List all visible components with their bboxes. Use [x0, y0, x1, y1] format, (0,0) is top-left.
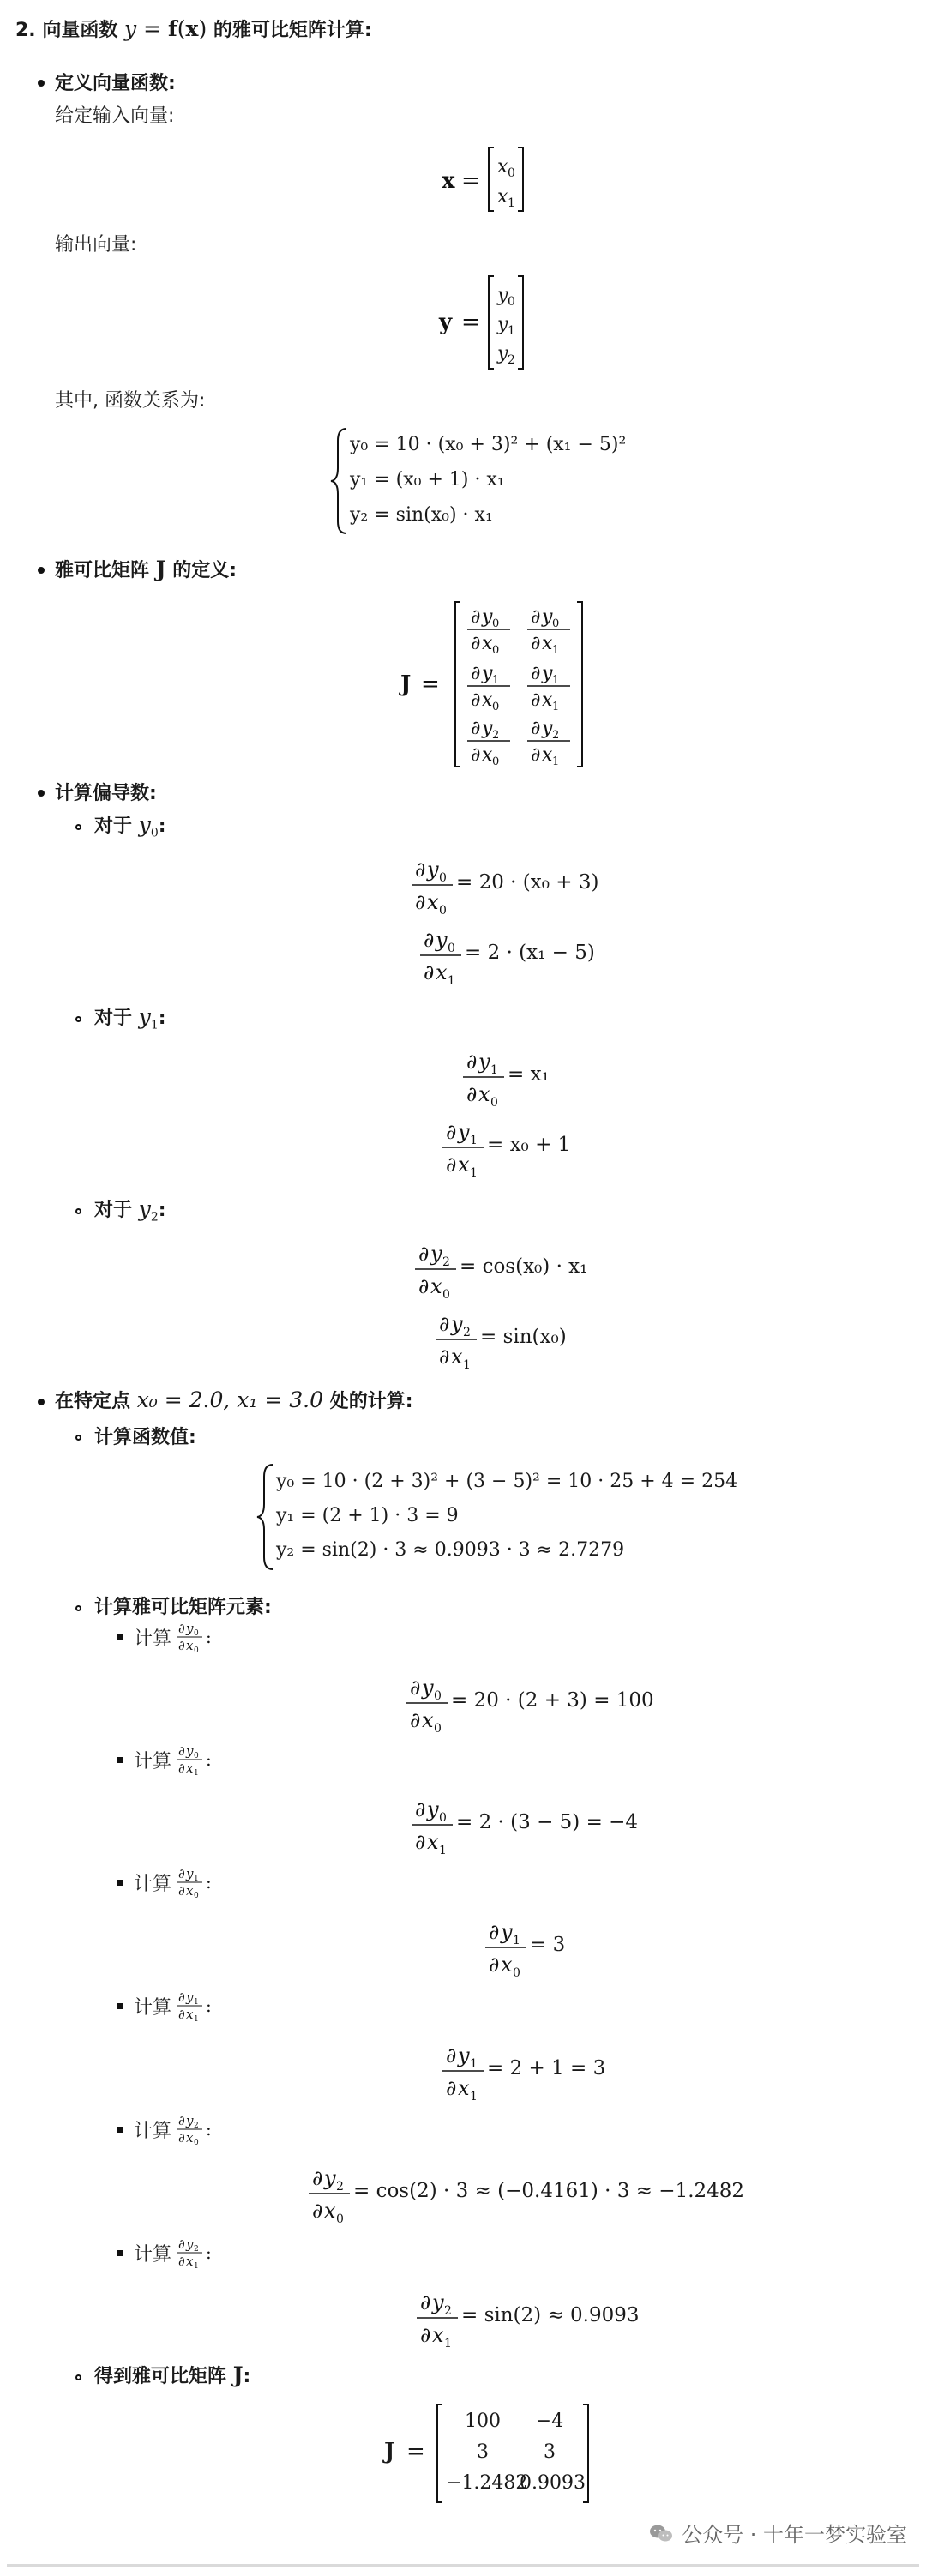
matrix-cell: −4: [535, 2410, 564, 2432]
svg-text:∂: ∂: [415, 858, 426, 882]
svg-text:∂: ∂: [178, 1621, 185, 1636]
svg-text:y: y: [497, 343, 508, 364]
svg-text:0: 0: [434, 1722, 442, 1734]
svg-text:∂: ∂: [531, 689, 541, 711]
svg-text:∂: ∂: [424, 928, 435, 952]
compute-label-6: 计算: [134, 2244, 172, 2266]
svg-text:∂: ∂: [531, 718, 541, 739]
small-fraction-dy1-dx1: [177, 1988, 223, 2025]
bullet-icon: [38, 1399, 45, 1405]
svg-text:1: 1: [508, 196, 515, 210]
svg-text:x: x: [324, 2199, 336, 2223]
svg-text:0: 0: [439, 871, 447, 885]
svg-text:∂: ∂: [178, 2236, 185, 2252]
function-values-heading: 计算函数值:: [94, 1427, 196, 1448]
svg-text:0: 0: [194, 1892, 199, 1900]
bullet-icon: [38, 80, 45, 87]
svg-text:y: y: [324, 2166, 336, 2190]
svg-text::: :: [206, 1627, 212, 1647]
svg-text:2: 2: [492, 729, 500, 742]
svg-text:x: x: [427, 1830, 439, 1854]
input-vector-equation: [429, 144, 549, 214]
svg-text:=: =: [461, 310, 480, 335]
svg-text:y: y: [186, 1743, 194, 1759]
svg-text:x: x: [497, 156, 508, 178]
svg-text:1: 1: [194, 1875, 199, 1883]
svg-text:1: 1: [194, 1769, 199, 1778]
svg-text:∂: ∂: [410, 1676, 421, 1700]
svg-text:x: x: [422, 1708, 434, 1732]
svg-text:y: y: [186, 1621, 194, 1636]
svg-text:1: 1: [470, 1134, 478, 1147]
svg-text:x: x: [482, 633, 493, 654]
bullet-icon: [117, 2003, 123, 2009]
partial-y0-x0: = 20 · (x₀ + 3): [456, 871, 599, 894]
svg-text::: :: [206, 1749, 212, 1770]
define-vector-heading: 定义向量函数:: [55, 73, 176, 94]
svg-text:1: 1: [448, 974, 455, 986]
svg-text:x: x: [542, 744, 553, 766]
element-value-3: = 3: [530, 1934, 566, 1956]
svg-text:x: x: [482, 689, 493, 711]
svg-text:∂: ∂: [415, 1830, 426, 1854]
svg-text:2: 2: [444, 2304, 452, 2318]
jacobian-elements-heading: 计算雅可比矩阵元素:: [94, 1597, 272, 1618]
svg-text:y: y: [482, 663, 493, 684]
output-vector-equation: [429, 273, 549, 372]
small-fraction-dy0-dx0: [177, 1619, 223, 1657]
svg-text:2: 2: [194, 2122, 199, 2130]
svg-text:x: x: [186, 2007, 194, 2022]
compute-label-2: 计算: [134, 1751, 172, 1773]
compute-label-5: 计算: [134, 2121, 172, 2142]
svg-text:∂: ∂: [439, 1345, 450, 1369]
svg-text:y: y: [422, 1676, 434, 1700]
element-value-4: = 2 + 1 = 3: [487, 2057, 606, 2079]
svg-text:y: y: [542, 718, 553, 739]
bullet-icon: [75, 1208, 81, 1214]
svg-text:∂: ∂: [178, 1760, 185, 1776]
svg-text:∂: ∂: [418, 1242, 430, 1266]
svg-text:∂: ∂: [531, 633, 541, 654]
svg-text:1: 1: [470, 2090, 478, 2102]
svg-text:y: y: [542, 663, 553, 684]
svg-text:2: 2: [463, 1326, 471, 1339]
svg-text:0: 0: [492, 701, 500, 713]
svg-text:2: 2: [442, 1255, 450, 1269]
svg-text:∂: ∂: [420, 2323, 431, 2347]
svg-text:y: y: [478, 1050, 490, 1074]
result-jacobian-equation: [384, 2403, 641, 2504]
svg-text:0: 0: [194, 1629, 199, 1638]
compute-label-1: 计算: [134, 1628, 172, 1650]
svg-text:x: x: [430, 1274, 442, 1298]
svg-text:x: x: [451, 1345, 463, 1369]
svg-text:∂: ∂: [424, 960, 435, 984]
bullet-icon: [75, 824, 81, 830]
svg-text:∂: ∂: [531, 663, 541, 684]
svg-text:0: 0: [508, 166, 515, 180]
bullet-icon: [117, 2127, 123, 2133]
equals-sign: =: [406, 2439, 425, 2465]
bullet-icon: [117, 1634, 123, 1640]
svg-text:x: x: [442, 168, 455, 194]
bullet-icon: [117, 1757, 123, 1763]
svg-text:x: x: [501, 1953, 513, 1977]
svg-text:1: 1: [470, 1166, 478, 1178]
matrix-cell: −1.2482: [446, 2472, 528, 2494]
svg-text:∂: ∂: [420, 2290, 431, 2314]
matrix-row: [446, 2406, 580, 2437]
svg-text:x: x: [542, 689, 553, 711]
svg-text:∂: ∂: [178, 2113, 185, 2128]
svg-text:y: y: [186, 1989, 194, 2005]
watermark: [649, 2518, 907, 2548]
element-value-6: = sin(2) ≈ 0.9093: [461, 2304, 640, 2326]
svg-text:y: y: [430, 1242, 442, 1266]
svg-text:y: y: [427, 858, 439, 882]
result-jacobian-heading: 得到雅可比矩阵 J:: [94, 2362, 251, 2387]
svg-text:y: y: [186, 2113, 194, 2128]
svg-text:x: x: [482, 744, 493, 766]
svg-text:0: 0: [508, 295, 515, 309]
svg-text:x: x: [432, 2323, 444, 2347]
svg-text:0: 0: [492, 755, 500, 768]
svg-text:1: 1: [194, 2262, 199, 2271]
svg-text:=: =: [461, 168, 480, 194]
svg-text:x: x: [186, 1638, 194, 1653]
svg-text:x: x: [186, 1883, 194, 1899]
element-value-2: = 2 · (3 − 5) = −4: [456, 1811, 639, 1833]
svg-text:y: y: [482, 606, 493, 628]
compute-label-3: 计算: [134, 1874, 172, 1895]
svg-text:x: x: [458, 2076, 470, 2100]
partials-y1-heading: 对于 $y_1$:: [94, 1004, 166, 1032]
matrix-row: [446, 2468, 586, 2499]
svg-text:∂: ∂: [312, 2166, 323, 2190]
svg-text:∂: ∂: [415, 1797, 426, 1821]
svg-text:y: y: [451, 1312, 463, 1336]
svg-text:y: y: [497, 285, 508, 306]
svg-text:x: x: [542, 633, 553, 654]
svg-text:1: 1: [492, 674, 500, 687]
svg-text:0: 0: [448, 942, 455, 955]
svg-text:y: y: [458, 1120, 470, 1144]
svg-text:∂: ∂: [178, 1883, 185, 1899]
svg-text:∂: ∂: [178, 2254, 185, 2269]
jacobian-symbol: J: [384, 2439, 395, 2465]
svg-text:0: 0: [194, 1646, 199, 1655]
svg-text:y: y: [432, 2290, 444, 2314]
svg-text:∂: ∂: [178, 1743, 185, 1759]
svg-text:∂: ∂: [471, 718, 481, 739]
svg-text:y: y: [542, 606, 553, 628]
svg-text:2: 2: [552, 729, 560, 742]
small-fraction-dy1-dx0: [177, 1864, 223, 1902]
partial-y1-x1: = x₀ + 1: [487, 1134, 571, 1156]
value-y0: y₀ = 10 · (2 + 3)² + (3 − 5)² = 10 · 25 + 4 = 254: [276, 1471, 738, 1492]
matrix-cell: 0.9093: [520, 2472, 586, 2494]
svg-text:∂: ∂: [178, 1638, 185, 1653]
svg-text:y: y: [427, 1797, 439, 1821]
svg-text:1: 1: [490, 1063, 498, 1077]
bullet-icon: [75, 1435, 81, 1441]
svg-text:∂: ∂: [531, 744, 541, 766]
partial-y2-x1: = sin(x₀): [480, 1326, 567, 1348]
wechat-icon: [649, 2524, 673, 2543]
small-fraction-dy2-dx1: [177, 2235, 223, 2272]
svg-text:1: 1: [444, 2337, 452, 2349]
svg-text:x: x: [436, 960, 448, 984]
relation-y2: y₂ = sin(x₀) · x₁: [350, 504, 493, 526]
evaluation-heading: 在特定点 x₀ = 2.0, x₁ = 3.0 处的计算:: [55, 1387, 413, 1412]
matrix-cell: 100: [465, 2410, 501, 2432]
svg-text:∂: ∂: [439, 1312, 450, 1336]
svg-text:1: 1: [463, 1358, 471, 1370]
bullet-icon: [75, 2374, 81, 2380]
svg-text:y: y: [501, 1920, 513, 1944]
svg-text:0: 0: [442, 1288, 450, 1300]
section-heading: 2. 向量函数 y = f(x) 的雅可比矩阵计算:: [15, 16, 372, 41]
svg-text:1: 1: [552, 701, 560, 713]
left-bracket: [436, 2403, 444, 2504]
svg-text:∂: ∂: [178, 1866, 185, 1881]
small-fraction-dy2-dx0: [177, 2111, 223, 2149]
svg-text:1: 1: [508, 324, 515, 338]
svg-text:y: y: [497, 314, 508, 335]
jacobian-definition-heading: 雅可比矩阵 J 的定义:: [55, 557, 238, 581]
svg-text:1: 1: [513, 1934, 520, 1947]
result-matrix: [446, 2406, 586, 2499]
svg-text:∂: ∂: [415, 890, 426, 914]
function-relations: [350, 427, 626, 533]
element-value-1: = 20 · (2 + 3) = 100: [451, 1689, 654, 1712]
svg-text:∂: ∂: [446, 1120, 457, 1144]
svg-text:y: y: [186, 2236, 194, 2252]
svg-text:∂: ∂: [446, 1153, 457, 1177]
partial-y0-x1: = 2 · (x₁ − 5): [465, 942, 595, 964]
matrix-row: [446, 2437, 580, 2468]
svg-text:∂: ∂: [466, 1050, 478, 1074]
svg-text:∂: ∂: [446, 2076, 457, 2100]
svg-text:∂: ∂: [178, 1989, 185, 2005]
bullet-icon: [75, 1016, 81, 1022]
matrix-cell: 3: [477, 2441, 489, 2463]
matrix-cell: 3: [544, 2441, 556, 2463]
svg-text:1: 1: [194, 1998, 199, 2007]
small-fraction-dy0-dx1: [177, 1742, 223, 1779]
watermark-text: 公众号 · 十年一梦实验室: [682, 2523, 907, 2547]
svg-text:0: 0: [439, 1811, 447, 1825]
svg-text:x: x: [186, 2130, 194, 2146]
svg-text::: :: [206, 2119, 212, 2140]
svg-text:y: y: [439, 310, 453, 335]
partials-y2-heading: 对于 $y_2$:: [94, 1196, 166, 1225]
bullet-icon: [38, 790, 45, 797]
svg-text:∂: ∂: [489, 1920, 500, 1944]
svg-text:y: y: [482, 718, 493, 739]
svg-text:∂: ∂: [178, 2007, 185, 2022]
svg-text:1: 1: [470, 2057, 478, 2071]
svg-text:∂: ∂: [418, 1274, 430, 1298]
svg-text:∂: ∂: [312, 2199, 323, 2223]
partial-y2-x0: = cos(x₀) · x₁: [460, 1255, 588, 1278]
svg-text:∂: ∂: [489, 1953, 500, 1977]
bullet-icon: [75, 1605, 81, 1611]
svg-text:0: 0: [439, 904, 447, 916]
svg-text:x: x: [478, 1082, 490, 1106]
svg-text:2: 2: [508, 353, 515, 367]
svg-text:1: 1: [194, 2015, 199, 2024]
footer-divider: [7, 2564, 919, 2567]
svg-text:0: 0: [552, 617, 560, 630]
svg-text:0: 0: [490, 1096, 498, 1108]
relation-y1: y₁ = (x₀ + 1) · x₁: [350, 469, 505, 491]
svg-text:0: 0: [513, 1966, 520, 1978]
svg-text::: :: [206, 1872, 212, 1893]
jacobian-definition-matrix: [390, 599, 596, 770]
svg-text:0: 0: [492, 644, 500, 657]
svg-text:x: x: [497, 186, 508, 208]
svg-text:y: y: [458, 2043, 470, 2067]
svg-text:=: =: [421, 671, 440, 697]
partials-y0-heading: 对于 $y_0$:: [94, 812, 166, 840]
svg-text:∂: ∂: [410, 1708, 421, 1732]
svg-text:y: y: [186, 1866, 194, 1881]
svg-text:2: 2: [194, 2245, 199, 2254]
svg-text:y: y: [436, 928, 448, 952]
partial-y1-x0: = x₁: [508, 1063, 550, 1086]
svg-text:0: 0: [434, 1689, 442, 1703]
function-values: [276, 1465, 737, 1568]
value-y2: y₂ = sin(2) · 3 ≈ 0.9093 · 3 ≈ 2.7279: [276, 1539, 625, 1561]
svg-text:∂: ∂: [446, 2043, 457, 2067]
svg-text:x: x: [186, 2254, 194, 2269]
svg-text:∂: ∂: [466, 1082, 478, 1106]
svg-text:∂: ∂: [471, 606, 481, 628]
svg-text:1: 1: [439, 1844, 447, 1856]
svg-text:0: 0: [194, 2139, 199, 2147]
svg-text:∂: ∂: [471, 663, 481, 684]
bullet-icon: [117, 1880, 123, 1886]
svg-text:2: 2: [336, 2180, 344, 2194]
svg-text:1: 1: [552, 674, 560, 687]
element-value-5: = cos(2) · 3 ≈ (−0.4161) · 3 ≈ −1.2482: [353, 2180, 745, 2202]
svg-text:∂: ∂: [531, 606, 541, 628]
svg-text:∂: ∂: [471, 633, 481, 654]
svg-text:∂: ∂: [471, 689, 481, 711]
svg-text:∂: ∂: [471, 744, 481, 766]
compute-label-4: 计算: [134, 1997, 172, 2019]
svg-text:∂: ∂: [178, 2130, 185, 2146]
output-vector-label: 输出向量:: [55, 234, 137, 256]
bullet-icon: [117, 2250, 123, 2256]
input-vector-label: 给定输入向量:: [55, 105, 175, 127]
svg-text:0: 0: [492, 617, 500, 630]
svg-text:J: J: [400, 671, 412, 697]
svg-text::: :: [206, 1995, 212, 2016]
relation-y0: y₀ = 10 · (x₀ + 3)² + (x₁ − 5)²: [350, 434, 627, 455]
svg-text::: :: [206, 2242, 212, 2263]
svg-text:x: x: [186, 1760, 194, 1776]
svg-text:0: 0: [194, 1752, 199, 1760]
svg-text:x: x: [427, 890, 439, 914]
partials-heading: 计算偏导数:: [55, 783, 157, 804]
svg-text:0: 0: [336, 2212, 344, 2224]
bullet-icon: [38, 567, 45, 574]
svg-text:1: 1: [552, 644, 560, 657]
svg-text:x: x: [458, 1153, 470, 1177]
svg-text:1: 1: [552, 755, 560, 768]
value-y1: y₁ = (2 + 1) · 3 = 9: [276, 1505, 459, 1526]
relation-label: 其中, 函数关系为:: [55, 390, 206, 412]
